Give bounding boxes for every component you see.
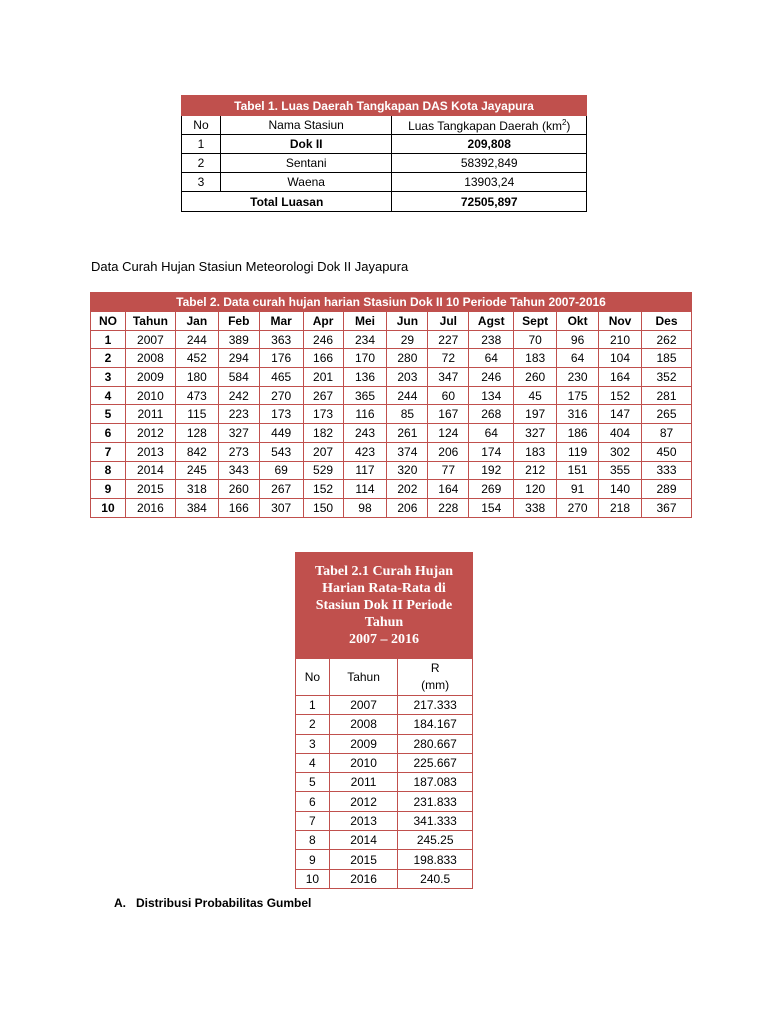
table2-cell-value: 389 [218,330,259,349]
table2-cell-value: 320 [387,461,428,480]
table2-cell-value: 246 [469,368,514,387]
table1-header-station: Nama Stasiun [220,116,392,135]
catchment-area-table [181,95,587,212]
section-a-heading [114,896,311,910]
table2-cell-value: 473 [175,386,218,405]
table1-cell-station: Waena [220,173,392,192]
table2-cell-value: 302 [599,442,642,461]
table21-caption-line: Tahun [364,615,404,630]
table2-cell-value: 243 [343,424,387,443]
table2-header-cell: Jun [387,312,428,331]
table2-cell-value: 327 [514,424,557,443]
table2-cell-year: 2007 [125,330,175,349]
table2-cell-value: 77 [428,461,469,480]
table2-cell-value: 365 [343,386,387,405]
table21-caption-line: Harian Rata-Rata di [322,581,446,596]
table-row [91,461,692,480]
table2-cell-value: 246 [303,330,343,349]
table-row [296,792,473,811]
table2-cell-value: 202 [387,480,428,499]
table-row [296,696,473,715]
table2-cell-value: 87 [641,424,691,443]
table1-cell-area: 58392,849 [392,154,587,173]
table2-cell-value: 842 [175,442,218,461]
table21-cell-r: 198.833 [398,850,473,869]
table2-cell-value: 230 [557,368,599,387]
table-row [91,442,692,461]
table2-cell-value: 116 [343,405,387,424]
table2-cell-value: 270 [259,386,303,405]
table2-cell-value: 234 [343,330,387,349]
table2-cell-value: 207 [303,442,343,461]
table2-cell-year: 2011 [125,405,175,424]
table21-header-year: Tahun [329,659,398,696]
table1-cell-area: 209,808 [392,135,587,154]
table2-cell-value: 152 [599,386,642,405]
table2-cell-value: 128 [175,424,218,443]
table-row [296,869,473,888]
table2-cell-value: 374 [387,442,428,461]
table21-cell-year: 2007 [329,696,398,715]
table21-cell-r: 280.667 [398,734,473,753]
table2-cell-no: 9 [91,480,126,499]
table21-cell-r: 341.333 [398,811,473,830]
table2-cell-value: 265 [641,405,691,424]
table2-cell-no: 6 [91,424,126,443]
table2-cell-value: 64 [469,349,514,368]
table-row [91,424,692,443]
table-row [296,715,473,734]
table2-cell-year: 2015 [125,480,175,499]
table1-header-no: No [182,116,221,135]
table2-cell-value: 152 [303,480,343,499]
table2-caption: Tabel 2. Data curah hujan harian Stasiun Dok II 10 Periode Tahun 2007-2016 [91,293,692,312]
table21-cell-r: 225.667 [398,753,473,772]
table2-cell-value: 60 [428,386,469,405]
table2-cell-value: 140 [599,480,642,499]
table2-cell-value: 423 [343,442,387,461]
table2-cell-value: 173 [259,405,303,424]
table21-caption [296,553,473,659]
table2-cell-value: 180 [175,368,218,387]
table2-cell-value: 584 [218,368,259,387]
table1-cell-no: 2 [182,154,221,173]
table21-cell-year: 2011 [329,773,398,792]
table2-cell-value: 210 [599,330,642,349]
section-a-letter: A. [114,896,126,910]
table2-cell-value: 117 [343,461,387,480]
table-row [182,135,587,154]
table2-cell-value: 104 [599,349,642,368]
table2-cell-no: 1 [91,330,126,349]
table21-caption-line: Tabel 2.1 Curah Hujan [315,564,453,579]
table2-cell-value: 176 [259,349,303,368]
table2-cell-value: 352 [641,368,691,387]
table2-cell-no: 4 [91,386,126,405]
table2-cell-value: 98 [343,498,387,517]
table2-cell-value: 29 [387,330,428,349]
table21-cell-r: 187.083 [398,773,473,792]
table2-cell-value: 245 [175,461,218,480]
table2-cell-value: 183 [514,442,557,461]
table2-cell-value: 228 [428,498,469,517]
table2-cell-year: 2008 [125,349,175,368]
table1-total-value: 72505,897 [392,192,587,212]
table21-cell-year: 2016 [329,869,398,888]
table2-header-row [91,312,692,331]
table2-header-cell: NO [91,312,126,331]
table2-cell-value: 203 [387,368,428,387]
table2-cell-value: 206 [428,442,469,461]
table2-cell-value: 355 [599,461,642,480]
table1-total-row [182,192,587,212]
table2-cell-value: 147 [599,405,642,424]
table2-cell-value: 244 [175,330,218,349]
table2-cell-value: 64 [557,349,599,368]
table2-cell-value: 115 [175,405,218,424]
table1-cell-no: 3 [182,173,221,192]
table2-cell-value: 192 [469,461,514,480]
table2-cell-value: 134 [469,386,514,405]
table1-caption: Tabel 1. Luas Daerah Tangkapan DAS Kota Jayapura [182,96,587,116]
table2-cell-value: 166 [303,349,343,368]
table21-cell-no: 10 [296,869,330,888]
table2-cell-value: 333 [641,461,691,480]
table2-cell-value: 465 [259,368,303,387]
table2-cell-value: 173 [303,405,343,424]
table21-cell-no: 4 [296,753,330,772]
table2-cell-value: 273 [218,442,259,461]
table2-header-cell: Jul [428,312,469,331]
table2-cell-no: 8 [91,461,126,480]
table1-cell-station: Sentani [220,154,392,173]
table2-cell-value: 185 [641,349,691,368]
table21-header-r [398,659,473,696]
table2-cell-value: 450 [641,442,691,461]
table-row [296,811,473,830]
table2-cell-value: 280 [387,349,428,368]
table2-cell-value: 543 [259,442,303,461]
rainfall-section-heading: Data Curah Hujan Stasiun Meteorologi Dok II Jayapura [91,259,409,274]
table21-cell-no: 7 [296,811,330,830]
table2-cell-value: 367 [641,498,691,517]
table2-header-cell: Tahun [125,312,175,331]
table-row [91,368,692,387]
table2-cell-value: 69 [259,461,303,480]
table-row [296,753,473,772]
table2-cell-value: 338 [514,498,557,517]
table2-header-cell: Agst [469,312,514,331]
table2-cell-year: 2009 [125,368,175,387]
table-row [182,173,587,192]
table21-header-r-label: R [430,661,440,675]
table2-cell-year: 2012 [125,424,175,443]
table-row [296,831,473,850]
table2-header-cell: Feb [218,312,259,331]
table2-cell-value: 201 [303,368,343,387]
table2-cell-value: 260 [514,368,557,387]
table21-cell-no: 6 [296,792,330,811]
table-row [296,734,473,753]
table2-cell-value: 238 [469,330,514,349]
table21-cell-year: 2012 [329,792,398,811]
table2-cell-value: 316 [557,405,599,424]
table2-cell-value: 281 [641,386,691,405]
table2-cell-value: 72 [428,349,469,368]
table21-cell-no: 1 [296,696,330,715]
table2-cell-value: 206 [387,498,428,517]
table2-cell-value: 151 [557,461,599,480]
table21-cell-year: 2010 [329,753,398,772]
table-row [91,480,692,499]
table-row [91,498,692,517]
table2-header-cell: Nov [599,312,642,331]
table2-cell-value: 183 [514,349,557,368]
table2-header-cell: Mei [343,312,387,331]
table21-header-unit: (mm) [421,678,450,692]
table2-header-cell: Jan [175,312,218,331]
table2-cell-value: 85 [387,405,428,424]
table2-cell-value: 175 [557,386,599,405]
table2-cell-value: 267 [303,386,343,405]
table21-caption-line: 2007 – 2016 [349,632,419,647]
table21-cell-r: 184.167 [398,715,473,734]
table2-cell-no: 7 [91,442,126,461]
table2-cell-value: 174 [469,442,514,461]
table21-caption-line: Stasiun Dok II Periode [315,598,453,613]
table-row [91,349,692,368]
table2-cell-value: 45 [514,386,557,405]
table2-cell-value: 223 [218,405,259,424]
table21-header-no: No [296,659,330,696]
table2-header-cell: Okt [557,312,599,331]
table2-cell-value: 120 [514,480,557,499]
table1-header-area: Luas Tangkapan Daerah $(km^2)$ [392,116,587,135]
table2-cell-no: 2 [91,349,126,368]
table2-cell-year: 2014 [125,461,175,480]
table-row [91,330,692,349]
table2-header-cell: Sept [514,312,557,331]
table21-cell-r: 245.25 [398,831,473,850]
table2-header-cell: Des [641,312,691,331]
table2-cell-value: 318 [175,480,218,499]
table2-cell-value: 327 [218,424,259,443]
table2-cell-value: 269 [469,480,514,499]
average-rainfall-table [295,552,473,889]
table-row [182,154,587,173]
table2-cell-value: 212 [514,461,557,480]
table-row [91,386,692,405]
table21-header-row [296,659,473,696]
table2-cell-value: 91 [557,480,599,499]
table2-cell-no: 5 [91,405,126,424]
table2-cell-value: 449 [259,424,303,443]
table2-cell-value: 96 [557,330,599,349]
table2-cell-value: 227 [428,330,469,349]
table21-cell-no: 9 [296,850,330,869]
table2-cell-value: 119 [557,442,599,461]
table2-cell-value: 347 [428,368,469,387]
table2-cell-value: 164 [599,368,642,387]
table21-cell-year: 2008 [329,715,398,734]
table21-cell-no: 8 [296,831,330,850]
table21-cell-year: 2013 [329,811,398,830]
table2-cell-no: 3 [91,368,126,387]
table1-cell-station: Dok II [220,135,392,154]
table21-cell-year: 2009 [329,734,398,753]
table-row [91,405,692,424]
table2-cell-value: 64 [469,424,514,443]
daily-rainfall-table [90,292,692,518]
table2-cell-year: 2016 [125,498,175,517]
section-a-title: Distribusi Probabilitas Gumbel [136,896,312,910]
table2-cell-value: 261 [387,424,428,443]
table2-cell-value: 307 [259,498,303,517]
table2-header-cell: Apr [303,312,343,331]
table2-cell-value: 166 [218,498,259,517]
table2-cell-value: 363 [259,330,303,349]
table2-cell-value: 294 [218,349,259,368]
table21-cell-no: 5 [296,773,330,792]
table2-cell-value: 289 [641,480,691,499]
table2-cell-no: 10 [91,498,126,517]
table2-cell-value: 70 [514,330,557,349]
table2-cell-value: 154 [469,498,514,517]
table2-cell-value: 164 [428,480,469,499]
table21-cell-year: 2015 [329,850,398,869]
table2-cell-value: 260 [218,480,259,499]
table1-header-row [182,116,587,135]
table21-cell-no: 3 [296,734,330,753]
table2-cell-value: 270 [557,498,599,517]
table21-cell-year: 2014 [329,831,398,850]
table21-cell-no: 2 [296,715,330,734]
table2-header-cell: Mar [259,312,303,331]
table2-cell-value: 268 [469,405,514,424]
table1-total-label: Total Luasan [182,192,392,212]
table1-cell-no: 1 [182,135,221,154]
table2-cell-value: 136 [343,368,387,387]
table2-cell-year: 2010 [125,386,175,405]
table2-cell-value: 343 [218,461,259,480]
table2-cell-value: 167 [428,405,469,424]
table2-cell-value: 267 [259,480,303,499]
table2-cell-value: 197 [514,405,557,424]
table2-cell-value: 114 [343,480,387,499]
table2-cell-value: 384 [175,498,218,517]
table2-cell-value: 182 [303,424,343,443]
table2-cell-value: 262 [641,330,691,349]
table2-cell-year: 2013 [125,442,175,461]
table2-cell-value: 404 [599,424,642,443]
table2-cell-value: 186 [557,424,599,443]
table2-cell-value: 529 [303,461,343,480]
table2-cell-value: 244 [387,386,428,405]
table21-cell-r: 240.5 [398,869,473,888]
table21-cell-r: 217.333 [398,696,473,715]
table-row [296,773,473,792]
table1-cell-area: 13903,24 [392,173,587,192]
table2-cell-value: 124 [428,424,469,443]
table2-cell-value: 170 [343,349,387,368]
table2-cell-value: 150 [303,498,343,517]
table2-cell-value: 218 [599,498,642,517]
table2-cell-value: 452 [175,349,218,368]
table2-cell-value: 242 [218,386,259,405]
table-row [296,850,473,869]
table21-cell-r: 231.833 [398,792,473,811]
